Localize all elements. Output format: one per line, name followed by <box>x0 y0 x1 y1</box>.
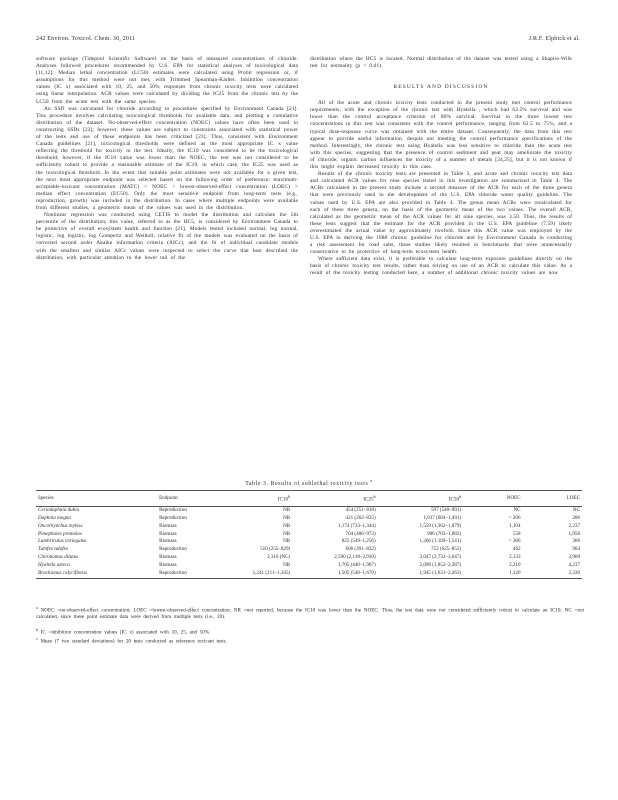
table-row: Pimephales promelas Biomass NR 704 (486–973) 906 (703–1,082) 558 1,058 <box>38 530 580 537</box>
distribution-paragraph: distribution where the HC5 is located. Normal distribution of the dataset was tested using a Shapiro-Wilk test for normality (p < 0.01). <box>310 56 572 70</box>
col-ic25: IC25$^b$ <box>292 491 377 507</box>
table-row: Ceriodaphnia dubia Reproduction NR 454 (251–818) 597 (540–901) NC NC <box>38 507 580 514</box>
regression-paragraph: Nonlinear regression was conducted using CETIS to model the distribution and calculate the 5th percentile of the distribution; this value, referred to as the HC5, is considered by Environment Canada to be protective of overall ecosystem health and function [21]. Models tested included normal, log normal, logistic, log logistic, log Gompertz and Weibull; relative fit of the models was evaluated on the basis of corrected second order Akaike information criteria (AICc), and the fit of individual candidate models with the smallest and similar AICc values were inspected to select the curve that best described the distribution, with particular attention to the lower tail of the <box>36 212 298 261</box>
footnote-c: $^c$ Mean (7 two standard deviations) for 20 tests conducted as reference toxicant tests. <box>36 636 227 645</box>
section-title: RESULTS AND DISCUSSION <box>393 84 489 91</box>
table-row: Oncorhynchus mykiss Biomass NR 1,174 (733–1,344) 1,559 (1,362–1,879) 1,104 2,237 <box>38 522 580 529</box>
right-column <box>310 56 572 278</box>
left-column <box>36 56 298 262</box>
col-noec: NOEC <box>463 491 522 507</box>
results-paragraph-3: Where sufficient data exist, it is preferable to calculate long-term exposure guidelines directly on the basis of chronic toxicity test results, rather than relying on use of an ACR to calculate this value. As a result of the toxicity testing conducted here, a number of additional chronic toxicity values are now <box>310 256 572 277</box>
footnote-a: $^a$ NOEC =no-observed-effect concentration; LOEC =lowest-observed-effect concentration; NR =not reported, because the IC10 was lower than the NOEC. Thus, the test data were not considered sufficiently robust to calculate an IC10; NC =not calculated, since these point estimate data were derived from multiple tests (i.e., 20). <box>36 605 584 621</box>
running-header-right: J.R.F. Elphick et al. <box>528 36 580 42</box>
col-loec: LOEC <box>523 491 582 507</box>
table-row: Hyalella azteca Biomass NR 1,705 (440–1,907) 2,098 (1,852–2,387) 2,210 4,237 <box>38 561 580 568</box>
results-paragraph-2: Results of the chronic toxicity tests are presented in Table 3, and acute and chronic toxicity test data and calculated ACR values for nine species tested in this investigation are summarized in Table 4. The ACRs calculated in the present study include a second measure of the ACR for each of the three genera that were previously used in the development of the U.S. EPA chloride water quality guideline. The values used by U.S. EPA are also provided in Table 4. The genus mean ACRs were recalculated for each of these three genera, on the basis of the geometric mean of the two values. The overall ACR, calculated as the geometric mean of the ACR values for all nine species, was 3.50. Thus, the results of these tests suggest that the estimate for the ACR provided in the U.S. EPA guideline (7.59) likely overestimated the actual value by approximately twofold. Since this ACR value was employed by the U.S. EPA in deriving the 1988 chronic guideline for chloride and by Environment Canada in conducting a risk assessment for road salts, these studies likely resulted in benchmarks that were unnecessarily conservative to be protective of long-term ecosystem health. <box>310 171 572 256</box>
table-header-row <box>36 491 582 507</box>
running-header-left: 242 Environ. Toxicol. Chem. 30, 2011 <box>36 36 136 42</box>
results-table <box>36 490 582 579</box>
table-caption: Table 3. Results of sublethal toxicity tests $^a$ <box>245 478 373 487</box>
col-endpoint: Endpoint <box>157 491 230 507</box>
ssd-paragraph: An SSD was calculated for chloride according to procedures specified by Environment Canada [21]. This procedure involves calculating toxicological thresholds for available data, and plotting a cumulative distribution of the dataset. No-observed-effect concentration (NOEC) values have often been used in constructing SSDs [22]; however, these values are subject to constraints associated with statistical power of the tests and use of these endpoints has been criticized [23]. Thus, consistent with Environment Canada guidelines [21], toxicological thresholds were defined as the most appropriate IC x value reflecting the threshold for toxicity in the test. Ideally, the IC10 was considered to be the toxicological threshold; however, if the IC10 value was lower than the NOEC, the test was not considered to be sufficiently robust to provide a reasonable estimate of the IC10, in which case, the IC25 was used as the toxicological threshold. In the event that suitable point estimates were not available for a given test, the next most appropriate endpoint was selected based on the following order of preference: maximum-acceptable-toxicant concentration (MATC) > NOEC > lowest-observed-effect concentration (LOEC) > median effect concentration (EC50). Only the most sensitive endpoint from long-term tests (e.g., reproduction, growth) was included in the distribution. In cases where multiple endpoints were available from different studies, a geometric mean of the values was used in the distribution. <box>36 105 298 211</box>
results-paragraph-1: All of the acute and chronic toxicity tests conducted in the present study met control performance requirements, with the exception of the chronic test with Hyalella , which had 62.5% survival and was lower than the control acceptance criterion of 80% survival. Survival in the three lowest test concentrations in this test was consistent with the control performance, ranging from 62.5 to 75%, and a typical dose-response curve was obtained with the entire dataset. Consequently, the data from this test appear to provide useful information, despite not meeting the control performance specifications of the method. Interestingly, the chronic test using Hyalella was less sensitive to chloride than the acute test with this species, suggesting that the presence of control sediment and peat may ameliorate the toxicity of chloride; organic carbon influences the toxicity of a number of metals [24,25], but it is not known if this might explain decreased toxicity in this case. <box>310 100 572 171</box>
caption-footnote-mark: a <box>370 478 373 483</box>
methods-paragraph: software package (Tidepool Scientific Software) on the basis of measured concentrations of chloride. Analyses followed procedures recommended by U.S. EPA for statistical analyses of toxicological data [11,12]. Median lethal concentration (LC50) estimates were calculated using Probit regression or, if assumptions for this method were not met, with Trimmed Spearman-Karber. Inhibition concentration values (IC x) associated with 10, 25, and 50% responses from chronic toxicity tests were calculated using linear interpolation. ACR values were calculated by dividing the IC25 from the chronic test by the LC50 from the acute test with the same species. <box>36 56 298 105</box>
table-row: Brachionus calyciflorus Reproduction 1,241 (211–1,345) 1,505 (540–1,670) 1,945 (1,631–2,263) 1,120 2,330 <box>36 569 582 579</box>
table-row: Lumbriculus variegatus Biomass NR 825 (549–1,256) 1,266 (1,109–1,541) < 366 366 <box>38 538 580 545</box>
col-species: Species <box>36 491 157 507</box>
col-ic50: IC50$^b$ <box>378 491 463 507</box>
table-row: Chironomus dilutus Biomass 2,316 (NC) 2,590 (2,118–2,930) 3,047 (2,732–3,647) 2,133 3,960 <box>38 553 580 560</box>
col-ic10: IC10$^b$ <box>230 491 292 507</box>
footnote-b: $^b$ IC =inhibition concentration values (IC x) associated with 10, 25, and 50%. <box>36 627 211 636</box>
table-row: Tubifex tubifex Reproduction 510 (255–829) 606 (391–832) 752 (625–853) 462 964 <box>38 546 580 553</box>
table-row: Daphnia magna Reproduction NR 421 (262–825) 1,037 (684–1,491) < 206 206 <box>38 515 580 522</box>
